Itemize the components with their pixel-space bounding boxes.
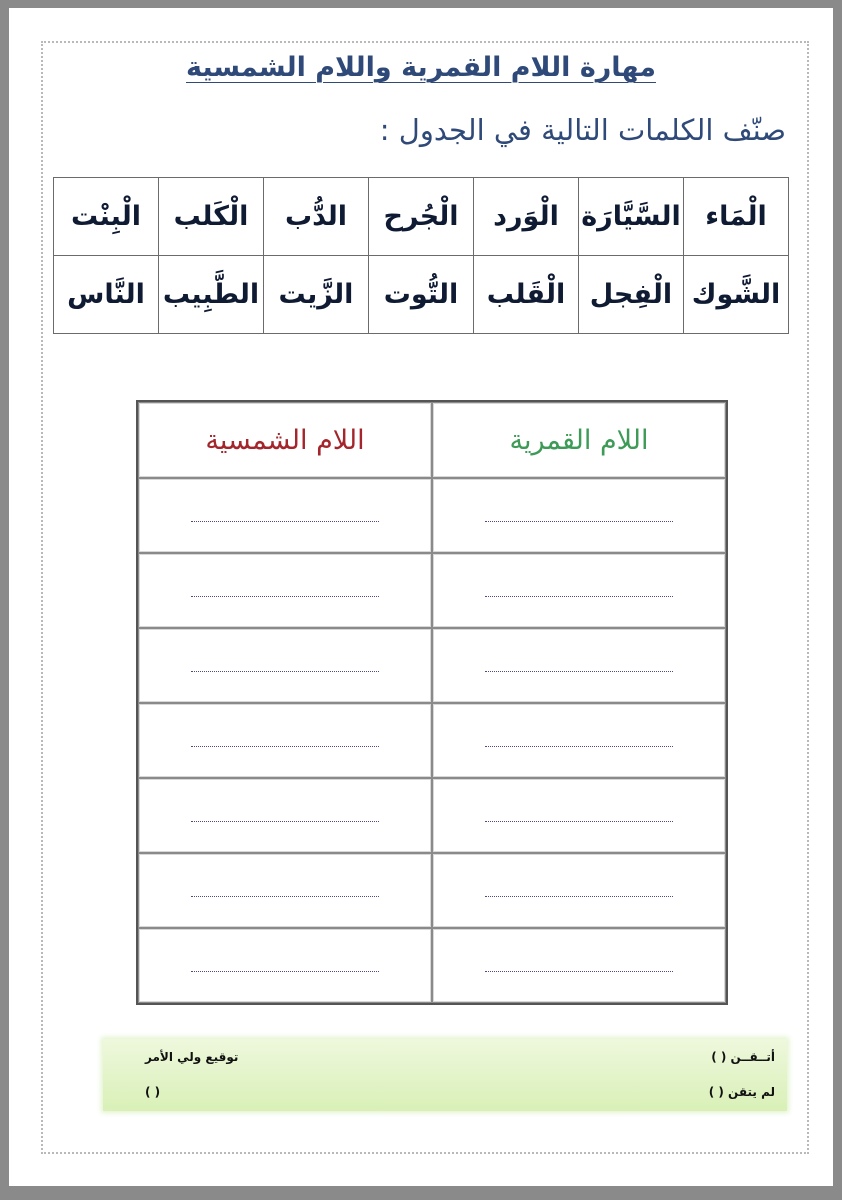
moon-lam-header: اللام القمرية bbox=[432, 402, 726, 478]
moon-answer-field[interactable] bbox=[432, 778, 726, 853]
sun-answer-field[interactable] bbox=[138, 928, 432, 1003]
dotted-line bbox=[485, 595, 673, 597]
sun-answer-field[interactable] bbox=[138, 853, 432, 928]
answer-row bbox=[138, 778, 726, 853]
sun-lam-header: اللام الشمسية bbox=[138, 402, 432, 478]
word-row-1 bbox=[54, 178, 789, 256]
answer-row bbox=[138, 478, 726, 553]
sun-answer-field[interactable] bbox=[138, 703, 432, 778]
sun-answer-field[interactable] bbox=[138, 778, 432, 853]
sun-answer-field[interactable] bbox=[138, 553, 432, 628]
page-title-text: مهارة اللام القمرية واللام الشمسية bbox=[186, 52, 656, 83]
word-cell: الْوَرد bbox=[474, 178, 579, 256]
guardian-signature-label: توقيع ولي الأمر bbox=[145, 1050, 239, 1064]
page-title bbox=[9, 52, 833, 83]
moon-answer-field[interactable] bbox=[432, 703, 726, 778]
dotted-line bbox=[191, 520, 379, 522]
instruction-text: صنّف الكلمات التالية في الجدول : bbox=[379, 113, 786, 147]
sun-answer-field[interactable] bbox=[138, 478, 432, 553]
answer-row bbox=[138, 703, 726, 778]
word-row-2 bbox=[54, 256, 789, 334]
answer-row bbox=[138, 928, 726, 1003]
not-mastered-label[interactable]: لم يتقن ( ) bbox=[708, 1085, 775, 1099]
dotted-line bbox=[191, 745, 379, 747]
answer-row bbox=[138, 553, 726, 628]
word-cell: الْبِنْت bbox=[54, 178, 159, 256]
word-cell: الْقَلب bbox=[474, 256, 579, 334]
moon-answer-field[interactable] bbox=[432, 928, 726, 1003]
dotted-line bbox=[191, 595, 379, 597]
moon-answer-field[interactable] bbox=[432, 853, 726, 928]
word-cell: الْجُرح bbox=[369, 178, 474, 256]
word-cell: الشَّوك bbox=[684, 256, 789, 334]
dotted-line bbox=[485, 670, 673, 672]
dotted-line bbox=[485, 895, 673, 897]
guardian-signature-field[interactable]: ( ) bbox=[145, 1085, 161, 1099]
dotted-line bbox=[191, 670, 379, 672]
word-cell: الطَّبِيب bbox=[159, 256, 264, 334]
dotted-line bbox=[191, 895, 379, 897]
dotted-line bbox=[485, 745, 673, 747]
word-cell: الدُّب bbox=[264, 178, 369, 256]
sun-answer-field[interactable] bbox=[138, 628, 432, 703]
mastered-label[interactable]: أتــقــن ( ) bbox=[711, 1050, 775, 1064]
dotted-line bbox=[191, 970, 379, 972]
word-cell: الْفِجل bbox=[579, 256, 684, 334]
answer-row bbox=[138, 628, 726, 703]
dotted-line bbox=[485, 520, 673, 522]
moon-answer-field[interactable] bbox=[432, 478, 726, 553]
word-cell: السَّيَّارَة bbox=[579, 178, 684, 256]
word-grid bbox=[53, 177, 789, 334]
classification-header-row bbox=[138, 402, 726, 478]
word-cell: الْكَلب bbox=[159, 178, 264, 256]
word-cell: التُّوت bbox=[369, 256, 474, 334]
classification-table bbox=[136, 400, 728, 1005]
dotted-line bbox=[485, 820, 673, 822]
dotted-line bbox=[191, 820, 379, 822]
worksheet-page bbox=[9, 8, 833, 1186]
dotted-line bbox=[485, 970, 673, 972]
word-cell: النَّاس bbox=[54, 256, 159, 334]
moon-answer-field[interactable] bbox=[432, 553, 726, 628]
answer-row bbox=[138, 853, 726, 928]
word-cell: الْمَاء bbox=[684, 178, 789, 256]
evaluation-box bbox=[103, 1039, 787, 1111]
moon-answer-field[interactable] bbox=[432, 628, 726, 703]
word-cell: الزَّيت bbox=[264, 256, 369, 334]
classification-body bbox=[138, 478, 726, 1003]
